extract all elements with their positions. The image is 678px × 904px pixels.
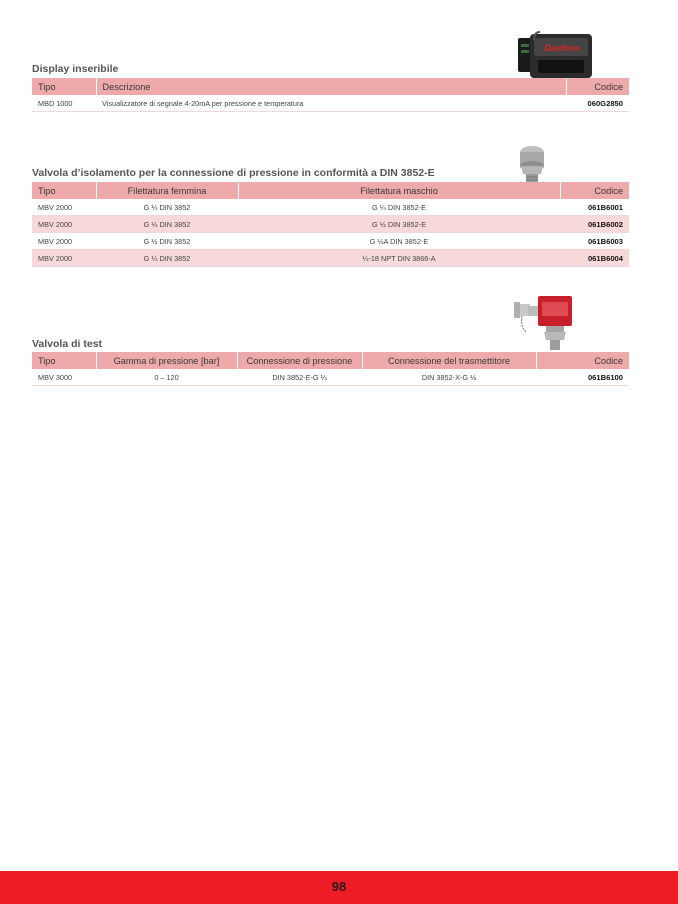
section-title-test-valve: Valvola di test bbox=[32, 338, 103, 350]
table-test-valve bbox=[32, 352, 629, 386]
header-tipo: Tipo bbox=[32, 182, 96, 199]
cell-codice: 061B6004 bbox=[560, 250, 629, 267]
cell-tipo: MBV 2000 bbox=[32, 250, 96, 267]
cell-gamma-pressione: 0 – 120 bbox=[96, 369, 237, 386]
header-connessione-trasmettitore: Connessione del trasmettitore bbox=[362, 352, 536, 369]
table-header-row bbox=[32, 78, 629, 95]
cell-connessione-pressione: DIN 3852-E-G ¼ bbox=[237, 369, 362, 386]
header-tipo: Tipo bbox=[32, 352, 96, 369]
table-display bbox=[32, 78, 629, 112]
table-row bbox=[32, 216, 629, 233]
header-filettatura-maschio: Filettatura maschio bbox=[238, 182, 560, 199]
cell-filettatura-maschio: ¼-18 NPT DIN 3866-A bbox=[238, 250, 560, 267]
cell-codice: 061B6002 bbox=[560, 216, 629, 233]
header-codice: Codice bbox=[560, 182, 629, 199]
cell-filettatura-femmina: G ¼ DIN 3852 bbox=[96, 216, 238, 233]
section-title-display: Display inseribile bbox=[32, 63, 119, 75]
table-row bbox=[32, 233, 629, 250]
header-gamma-pressione: Gamma di pressione [bar] bbox=[96, 352, 237, 369]
cell-descrizione: Visualizzatore di segnale 4-20mA per pressione e temperatura bbox=[96, 95, 566, 112]
header-filettatura-femmina: Filettatura femmina bbox=[96, 182, 238, 199]
cell-codice: 060G2850 bbox=[566, 95, 629, 112]
table-row bbox=[32, 95, 629, 112]
section-title-isolation-valve: Valvola d’isolamento per la connessione di pressione in conformità a DIN 3852-E bbox=[32, 167, 435, 179]
cell-tipo: MBV 2000 bbox=[32, 216, 96, 233]
cell-tipo: MBV 2000 bbox=[32, 233, 96, 250]
page-footer bbox=[0, 871, 678, 904]
cell-tipo: MBV 3000 bbox=[32, 369, 96, 386]
table-row bbox=[32, 369, 629, 386]
cell-filettatura-femmina: G ½ DIN 3852 bbox=[96, 233, 238, 250]
table-isolation-valve bbox=[32, 182, 629, 267]
page-number: 98 bbox=[331, 879, 347, 894]
header-codice: Codice bbox=[536, 352, 629, 369]
header-tipo: Tipo bbox=[32, 78, 96, 95]
logo: Danfoss bbox=[544, 43, 580, 53]
cell-codice: 061B6003 bbox=[560, 233, 629, 250]
cell-tipo: MBD 1000 bbox=[32, 95, 96, 112]
header-descrizione: Descrizione bbox=[96, 78, 566, 95]
table-header-row bbox=[32, 182, 629, 199]
cell-filettatura-maschio: G ½A DIN 3852-E bbox=[238, 233, 560, 250]
cell-filettatura-maschio: G ¼ DIN 3852-E bbox=[238, 199, 560, 216]
cell-connessione-trasmettitore: DIN 3852-X-G ½ bbox=[362, 369, 536, 386]
header-codice: Codice bbox=[566, 78, 629, 95]
table-header-row bbox=[32, 352, 629, 369]
cell-filettatura-femmina: G ¼ DIN 3852 bbox=[96, 199, 238, 216]
table-row bbox=[32, 199, 629, 216]
cell-codice: 061B6001 bbox=[560, 199, 629, 216]
test-valve-photo bbox=[512, 292, 576, 352]
cell-tipo: MBV 2000 bbox=[32, 199, 96, 216]
isolation-valve-photo bbox=[512, 144, 552, 186]
cell-filettatura-femmina: G ¼ DIN 3852 bbox=[96, 250, 238, 267]
table-row bbox=[32, 250, 629, 267]
cell-filettatura-maschio: G ½ DIN 3852-E bbox=[238, 216, 560, 233]
header-connessione-pressione: Connessione di pressione bbox=[237, 352, 362, 369]
display-unit-photo bbox=[510, 30, 594, 82]
cell-codice: 061B6100 bbox=[536, 369, 629, 386]
